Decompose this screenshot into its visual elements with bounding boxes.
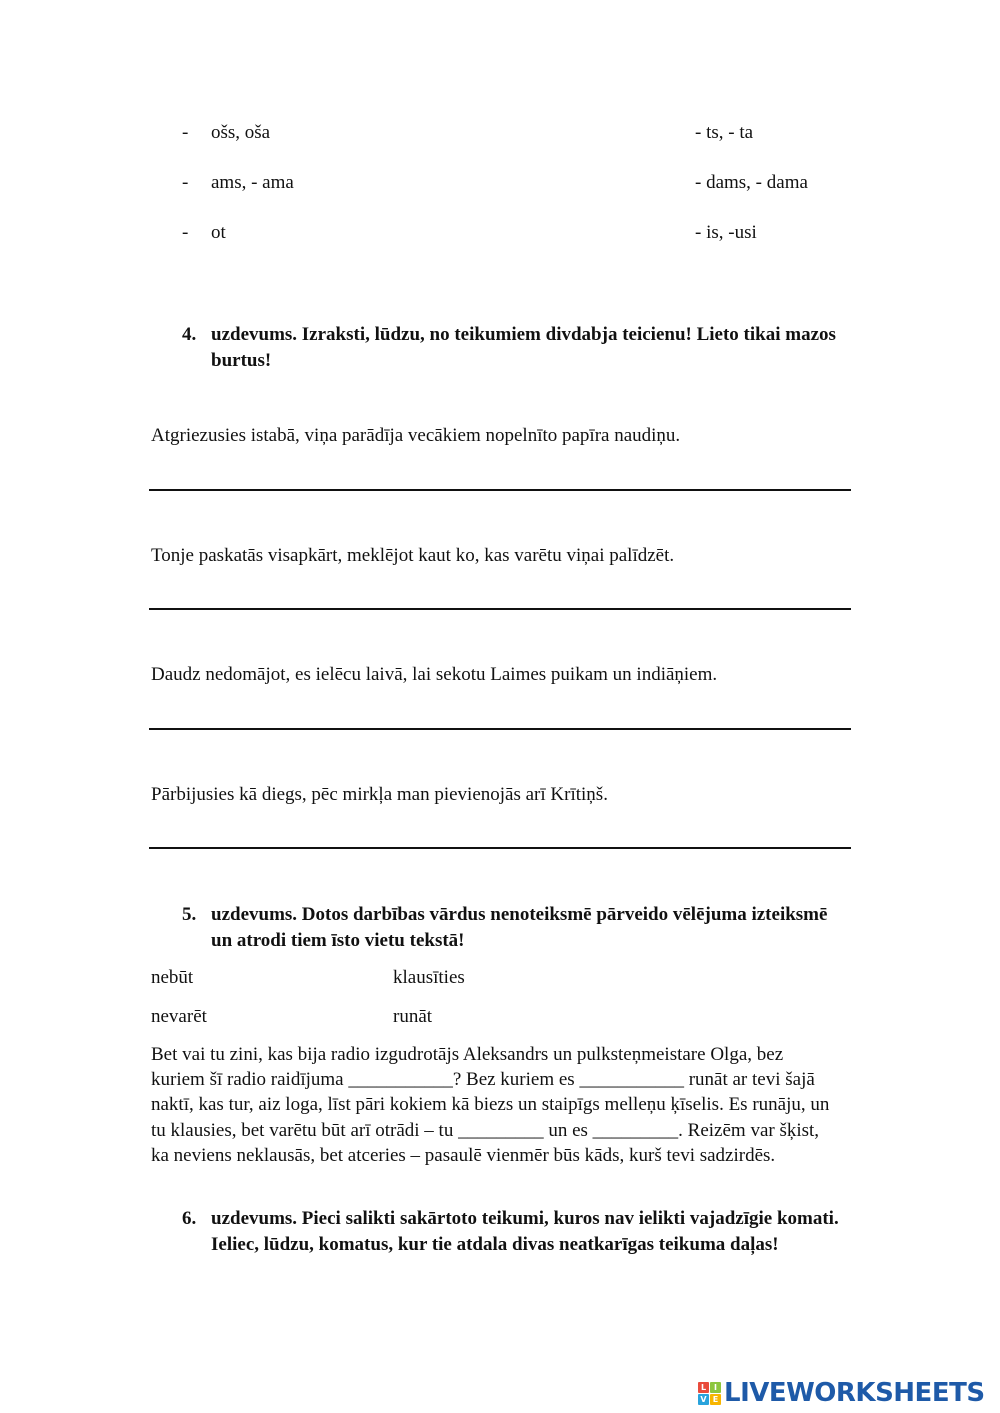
- logo-letter: L: [698, 1382, 709, 1393]
- logo-text: LIVEWORKSHEETS: [724, 1378, 985, 1408]
- task-instruction: uzdevums. Pieci salikti sakārtoto teikumi, kuros nav ielikti vajadzīgie komati. Ieliec, lūdzu, komatus, kur tie atdala divas neatkarīgas teikuma daļas!: [211, 1208, 839, 1255]
- logo-mark-icon: [698, 1382, 721, 1405]
- logo-letter: E: [710, 1394, 721, 1405]
- verb-runat: runāt: [393, 1006, 433, 1027]
- verb-klausities: klausīties: [393, 967, 465, 988]
- verb-nebut: nebūt: [151, 967, 194, 988]
- logo-letter: V: [698, 1394, 709, 1405]
- liveworksheets-logo[interactable]: [698, 1377, 985, 1409]
- task-number: 6.: [182, 1208, 197, 1229]
- task-4-sentence-2: Tonje paskatās visapkārt, meklējot kaut ko, kas varētu viņai palīdzēt.: [151, 545, 675, 566]
- answer-line-3[interactable]: [149, 728, 851, 730]
- answer-line-1[interactable]: [149, 489, 851, 491]
- task-4-sentence-1: Atgriezusies istabā, viņa parādīja vecākiem nopelnīto papīra naudiņu.: [151, 425, 681, 446]
- suffix-right-1: - ts, - ta: [695, 122, 754, 143]
- task-6-heading: [182, 1206, 852, 1258]
- task-4-heading: [182, 322, 852, 374]
- suffix-left-2: ams, - ama: [211, 172, 294, 193]
- task-instruction: uzdevums. Izraksti, lūdzu, no teikumiem divdabja teicienu! Lieto tikai mazos burtus!: [211, 324, 836, 371]
- task-5-heading: [182, 902, 852, 954]
- answer-line-2[interactable]: [149, 608, 851, 610]
- list-dash: -: [182, 222, 189, 243]
- list-dash: -: [182, 122, 189, 143]
- suffix-right-2: - dams, - dama: [695, 172, 808, 193]
- logo-letter: I: [710, 1382, 721, 1393]
- task-instruction: uzdevums. Dotos darbības vārdus nenoteiksmē pārveido vēlējuma izteiksmē un atrodi tiem īsto vietu tekstā!: [211, 904, 828, 951]
- task-number: 5.: [182, 904, 197, 925]
- suffix-right-3: - is, -usi: [695, 222, 757, 243]
- task-4-sentence-4: Pārbijusies kā diegs, pēc mirkļa man pievienojās arī Krītiņš.: [151, 784, 608, 805]
- suffix-left-3: ot: [211, 222, 226, 243]
- task-5-paragraph: Bet vai tu zini, kas bija radio izgudrotājs Aleksandrs un pulksteņmeistare Olga, bez kuriem šī radio raidījuma ___________? Bez kuriem es ___________ runāt ar tevi šajā naktī, kas tur, aiz loga, līst pāri kokiem kā biezs un staipīgs melleņu ķīselis. Es runāju, un tu klausies, bet varētu būt arī otrādi – tu _________ un es _________. Reizēm var šķist, ka neviens neklausās, bet atceries – pasaulē vienmēr būs kāds, kurš tevi sadzirdēs.: [151, 1044, 830, 1166]
- verb-nevaret: nevarēt: [151, 1006, 207, 1027]
- suffix-left-1: ošs, oša: [211, 122, 271, 143]
- task-4-sentence-3: Daudz nedomājot, es ielēcu laivā, lai sekotu Laimes puikam un indiāņiem.: [151, 664, 718, 685]
- task-number: 4.: [182, 324, 197, 345]
- answer-line-4[interactable]: [149, 847, 851, 849]
- list-dash: -: [182, 172, 189, 193]
